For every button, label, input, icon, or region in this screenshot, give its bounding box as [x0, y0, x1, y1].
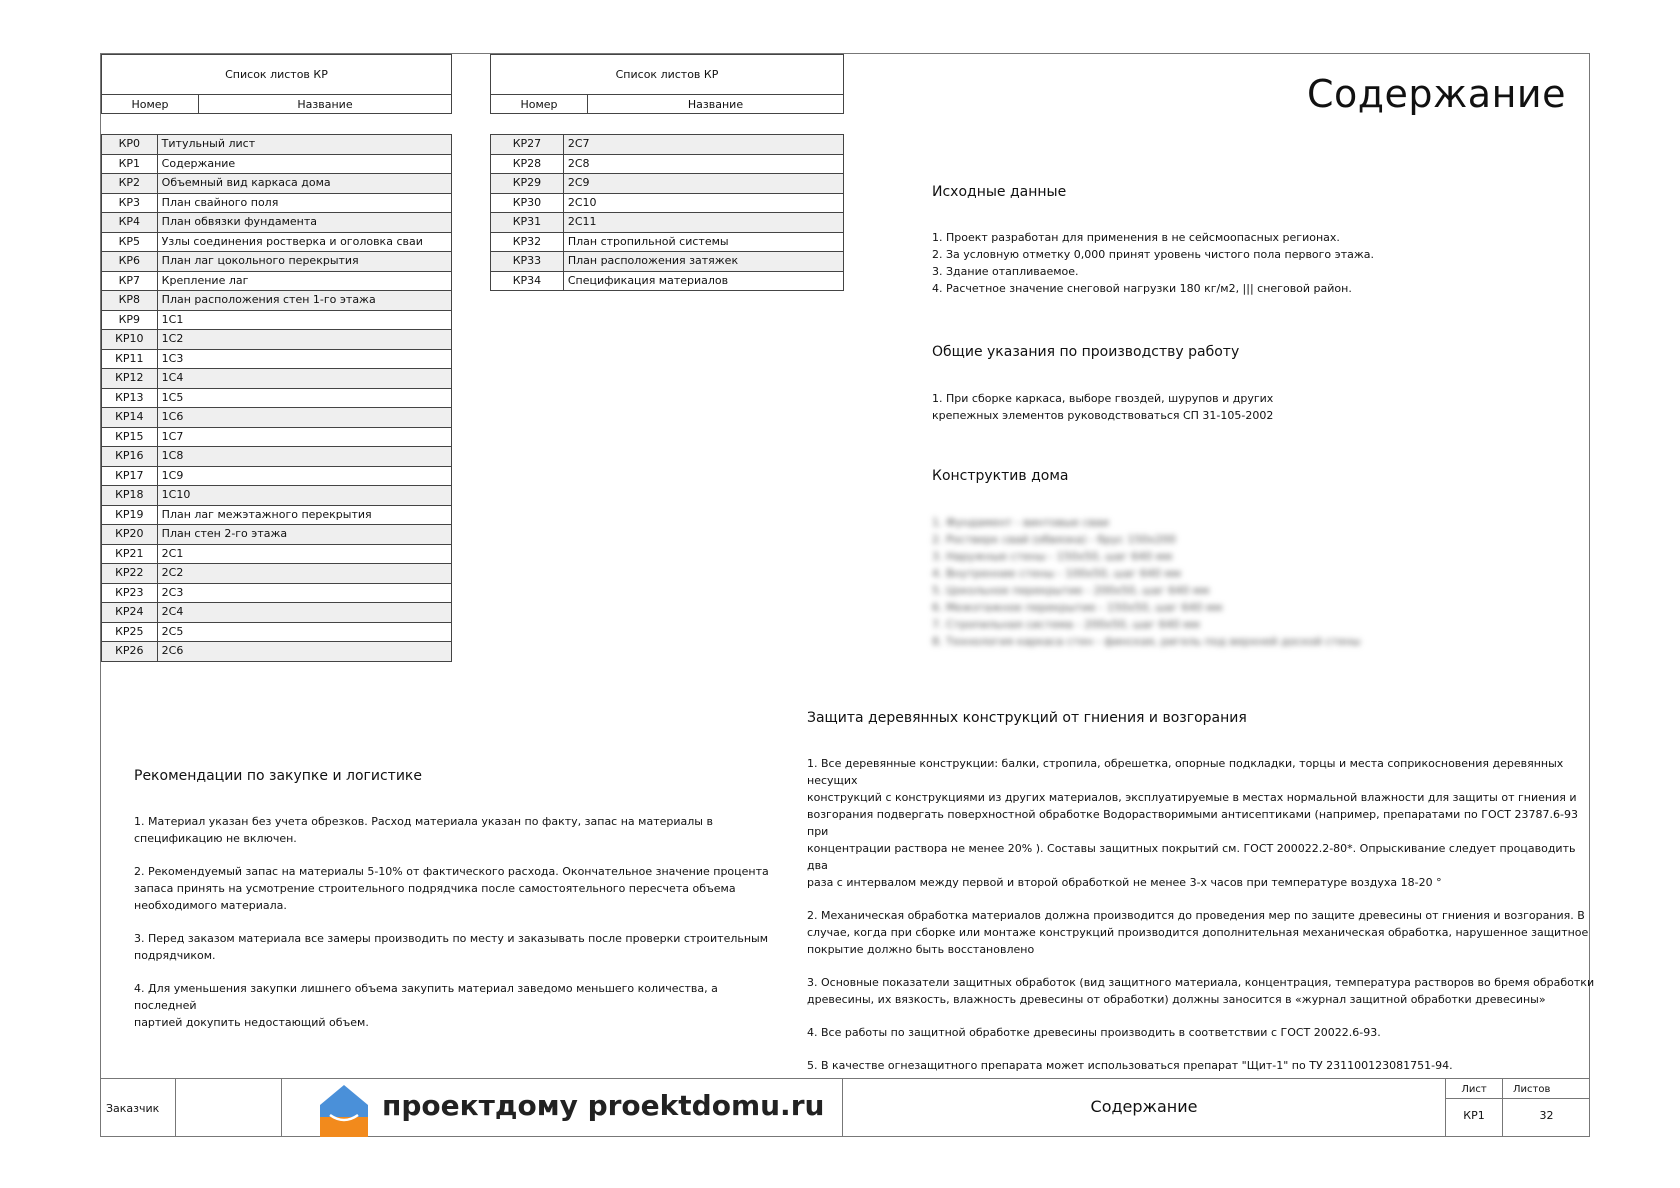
sheets-label: Листов — [1503, 1081, 1590, 1099]
sheet-list-table-1 — [101, 134, 452, 662]
sheet-name: План лаг межэтажного перекрытия — [157, 505, 451, 525]
table-row — [102, 408, 452, 428]
table-row — [102, 174, 452, 194]
table-row — [102, 252, 452, 272]
sheet-name: 2С9 — [563, 174, 843, 194]
table-row — [102, 642, 452, 662]
table-row — [491, 271, 844, 291]
text-line: конструкций с конструкциями из других материалов, эксплуатируемые в местах нормальной влажности для защиты от гниения и — [807, 791, 1577, 804]
sheet-name: План расположения стен 1-го этажа — [157, 291, 451, 311]
text-line: 8. Технология каркаса стен - финская, ригель под верхней доской стены — [932, 635, 1361, 648]
sheet-number: КР11 — [102, 349, 158, 369]
sheet-number: КР8 — [102, 291, 158, 311]
customer-label-cell — [100, 1079, 176, 1137]
text-line: 5. Цокольное перекрытие - 200х50, шаг 640 мм — [932, 584, 1210, 597]
sheet-name: План стен 2-го этажа — [157, 525, 451, 545]
construct-text — [932, 514, 1360, 650]
text-line: 4. Все работы по защитной обработке древесины производить в соответствии с ГОСТ 20022.6-93. — [807, 1026, 1381, 1039]
general-heading: Общие указания по производству работу — [932, 344, 1240, 360]
title-block — [100, 1078, 1590, 1138]
logo-text: проектдому proektdomu.ru — [382, 1089, 825, 1122]
table-caption: Список листов КР — [491, 55, 844, 95]
sheet-number: КР19 — [102, 505, 158, 525]
sheet-number: КР6 — [102, 252, 158, 272]
table-row — [491, 174, 844, 194]
paragraph — [134, 930, 774, 964]
text-line: случае, когда при сборке или монтаже конструкций производится дополнительная механическая обработка, нарушенное защитное — [807, 926, 1589, 939]
text-line: 1. Фундамент - винтовые сваи — [932, 516, 1109, 529]
text-line: 7. Стропильная система - 200х50, шаг 640 мм — [932, 618, 1200, 631]
sheet-name: План стропильной системы — [563, 232, 843, 252]
sheet-name: План лаг цокольного перекрытия — [157, 252, 451, 272]
paragraph — [807, 755, 1597, 891]
table-row — [491, 252, 844, 272]
sheet-name: Содержание — [157, 154, 451, 174]
table-row — [102, 583, 452, 603]
sheet-number-cell — [1446, 1079, 1503, 1137]
sheet-number: КР0 — [102, 135, 158, 155]
text-line: 2. Рекомендуемый запас на материалы 5-10% от фактического расхода. Окончательное значение процента — [134, 865, 769, 878]
table-row — [102, 135, 452, 155]
text-line: 2. За условную отметку 0,000 принят уровень чистого пола первого этажа. — [932, 248, 1374, 261]
text-line: покрытие должно быть восстановлено — [807, 943, 1035, 956]
table-row — [491, 193, 844, 213]
text-line: 3. Перед заказом материала все замеры производить по месту и заказывать после проверки строительным — [134, 932, 769, 945]
sheet-number: КР23 — [102, 583, 158, 603]
sheet-name: Объемный вид каркаса дома — [157, 174, 451, 194]
protection-text — [807, 755, 1597, 1090]
sheet-list-table-2-header — [490, 54, 844, 114]
sheet-number: КР16 — [102, 447, 158, 467]
text-line: 2. Механическая обработка материалов должна производится до проведения мер по защите древесины от гниения и возгорания. В — [807, 909, 1585, 922]
sheet-number: КР24 — [102, 603, 158, 623]
text-line: 4. Для уменьшения закупки лишнего объема закупить материал заведомо меньшего количества, а последней — [134, 982, 718, 1012]
table-row — [102, 369, 452, 389]
sheet-number: КР10 — [102, 330, 158, 350]
sheet-list-table-1-header — [101, 54, 452, 114]
logo-cell — [282, 1079, 843, 1137]
text-line: 4. Расчетное значение снеговой нагрузки 180 кг/м2, ||| снеговой район. — [932, 282, 1352, 295]
text-line: крепежных элементов руководствоваться СП 31-105-2002 — [932, 409, 1274, 422]
text-line: 3. Наружные стены - 150х50, шаг 640 мм — [932, 550, 1173, 563]
table-row — [102, 349, 452, 369]
sheet-name: 1С8 — [157, 447, 451, 467]
sheet-name: 1С10 — [157, 486, 451, 506]
table-row — [102, 213, 452, 233]
sheet-name: Титульный лист — [157, 135, 451, 155]
col-name-header: Название — [199, 95, 452, 114]
table-row — [491, 154, 844, 174]
sheet-name: План расположения затяжек — [563, 252, 843, 272]
customer-label: Заказчик — [106, 1102, 160, 1115]
table-row — [102, 291, 452, 311]
sheet-name: 2С5 — [157, 622, 451, 642]
sheet-number: КР20 — [102, 525, 158, 545]
sheet-number: КР31 — [491, 213, 564, 233]
initial-data-heading: Исходные данные — [932, 184, 1067, 200]
customer-value-cell — [176, 1079, 282, 1137]
sheet-name: 2С8 — [563, 154, 843, 174]
sheet-number: КР32 — [491, 232, 564, 252]
sheet-number: КР25 — [102, 622, 158, 642]
sheet-list-table-2 — [490, 134, 844, 291]
sheet-number: КР21 — [102, 544, 158, 564]
sheet-number: КР17 — [102, 466, 158, 486]
sheet-value: КР1 — [1463, 1109, 1485, 1122]
table-row — [491, 135, 844, 155]
sheet-name: 2С10 — [563, 193, 843, 213]
sheet-number: КР29 — [491, 174, 564, 194]
table-row — [102, 525, 452, 545]
sheets-count-cell — [1503, 1079, 1590, 1137]
col-name-header: Название — [588, 95, 844, 114]
sheet-title: Содержание — [1090, 1097, 1198, 1116]
table-row — [102, 271, 452, 291]
sheet-number: КР3 — [102, 193, 158, 213]
sheet-name: 1С7 — [157, 427, 451, 447]
table-caption: Список листов КР — [102, 55, 452, 95]
sheet-name: 1С1 — [157, 310, 451, 330]
paragraph — [807, 974, 1597, 1008]
table-row — [102, 603, 452, 623]
paragraph — [807, 1024, 1597, 1041]
text-line: подрядчиком. — [134, 949, 216, 962]
text-line: 3. Основные показатели защитных обработок (вид защитного материала, концентрация, температура растворов во бремя обработки — [807, 976, 1595, 989]
sheet-name: Узлы соединения ростверка и оголовка сваи — [157, 232, 451, 252]
paragraph — [134, 813, 774, 847]
sheet-name: 2С2 — [157, 564, 451, 584]
col-number-header: Номер — [491, 95, 588, 114]
sheet-number: КР18 — [102, 486, 158, 506]
text-line: 3. Здание отапливаемое. — [932, 265, 1079, 278]
text-line: 1. При сборке каркаса, выборе гвоздей, шурупов и других — [932, 392, 1274, 405]
text-line: спецификацию не включен. — [134, 832, 297, 845]
text-line: 5. В качестве огнезащитного препарата может использоваться препарат "Щит-1" по ТУ 231100123081751-94. — [807, 1059, 1453, 1072]
sheet-name: 2С11 — [563, 213, 843, 233]
initial-data-text — [932, 229, 1374, 297]
sheet-name: 2С4 — [157, 603, 451, 623]
sheet-name: 1С2 — [157, 330, 451, 350]
house-logo-icon — [316, 1081, 372, 1137]
text-line: 1. Все деревянные конструкции: балки, стропила, обрешетка, опорные подкладки, торцы и места соприкосновения деревянных несущих — [807, 757, 1564, 787]
sheet-number: КР4 — [102, 213, 158, 233]
table-row — [102, 544, 452, 564]
sheet-number: КР22 — [102, 564, 158, 584]
sheets-value: 32 — [1539, 1109, 1554, 1122]
sheet-number: КР26 — [102, 642, 158, 662]
paragraph — [807, 1057, 1597, 1074]
text-line: 1. Проект разработан для применения в не сейсмоопасных регионах. — [932, 231, 1340, 244]
table-row — [102, 193, 452, 213]
paragraph — [807, 907, 1597, 958]
text-line: партией докупить недостающий объем. — [134, 1016, 369, 1029]
table-row — [102, 232, 452, 252]
sheet-name: 2С7 — [563, 135, 843, 155]
purchase-heading: Рекомендации по закупке и логистике — [134, 768, 422, 784]
table-row — [102, 427, 452, 447]
sheet-name: План свайного поля — [157, 193, 451, 213]
table-row — [102, 622, 452, 642]
text-line: 1. Материал указан без учета обрезков. Расход материала указан по факту, запас на материалы в — [134, 815, 713, 828]
table-row — [102, 388, 452, 408]
sheet-number: КР2 — [102, 174, 158, 194]
protection-heading: Защита деревянных конструкций от гниения и возгорания — [807, 710, 1247, 726]
sheet-number: КР34 — [491, 271, 564, 291]
table-row — [102, 310, 452, 330]
sheet-number: КР9 — [102, 310, 158, 330]
text-line: древесины, их вязкость, влажность древесины от обработки) должны заносится в «журнал защитной обработки древесины» — [807, 993, 1546, 1006]
sheet-number: КР15 — [102, 427, 158, 447]
table-row — [102, 466, 452, 486]
sheet-name: 2С6 — [157, 642, 451, 662]
sheet-name: 1С5 — [157, 388, 451, 408]
sheet-number: КР14 — [102, 408, 158, 428]
sheet-name: 1С9 — [157, 466, 451, 486]
sheet-number: КР27 — [491, 135, 564, 155]
sheet-name: 1С3 — [157, 349, 451, 369]
page-title: Содержание — [1307, 72, 1566, 116]
text-line: запаса принять на усмотрение строительного подрядчика после самостоятельного пересчета объема — [134, 882, 736, 895]
sheet-number: КР28 — [491, 154, 564, 174]
table-row — [102, 564, 452, 584]
text-line: 4. Внутренние стены - 100х50, шаг 640 мм — [932, 567, 1181, 580]
sheet-name: 1С6 — [157, 408, 451, 428]
text-line: раза с интервалом между первой и второй обработкой не менее 3-х часов при температуре воздуха 18-20 ° — [807, 876, 1442, 889]
purchase-text — [134, 813, 774, 1047]
general-text — [932, 390, 1273, 424]
sheet-number: КР33 — [491, 252, 564, 272]
table-row — [102, 447, 452, 467]
table-row — [491, 213, 844, 233]
col-number-header: Номер — [102, 95, 199, 114]
table-row — [491, 232, 844, 252]
text-line: концентрации раствора не менее 20% ). Составы защитных покрытий см. ГОСТ 200022.2-80*. Опрыскивание следует процаводить два — [807, 842, 1576, 872]
sheet-number: КР7 — [102, 271, 158, 291]
paragraph — [134, 863, 774, 914]
table-row — [102, 330, 452, 350]
sheet-name: 1С4 — [157, 369, 451, 389]
text-line: необходимого материала. — [134, 899, 287, 912]
text-line: возгорания подвергать поверхностной обработке Водорастворимыми антисептиками (например, препаратами по ГОСТ 23787.6-93 при — [807, 808, 1578, 838]
sheet-name: Спецификация материалов — [563, 271, 843, 291]
sheet-number: КР13 — [102, 388, 158, 408]
sheet-number: КР5 — [102, 232, 158, 252]
sheet-name: Крепление лаг — [157, 271, 451, 291]
sheet-name: 2С3 — [157, 583, 451, 603]
sheet-name: 2С1 — [157, 544, 451, 564]
sheet-title-cell — [843, 1079, 1446, 1137]
sheet-name: План обвязки фундамента — [157, 213, 451, 233]
table-row — [102, 154, 452, 174]
text-line: 2. Ростверк свай (обвязка) - брус 150х200 — [932, 533, 1176, 546]
sheet-number: КР12 — [102, 369, 158, 389]
paragraph — [134, 980, 774, 1031]
sheet-label: Лист — [1446, 1081, 1502, 1099]
table-row — [102, 505, 452, 525]
sheet-number: КР1 — [102, 154, 158, 174]
sheet-number: КР30 — [491, 193, 564, 213]
construct-heading: Конструктив дома — [932, 468, 1069, 484]
text-line: 6. Межэтажное перекрытие - 150х50, шаг 640 мм — [932, 601, 1223, 614]
table-row — [102, 486, 452, 506]
